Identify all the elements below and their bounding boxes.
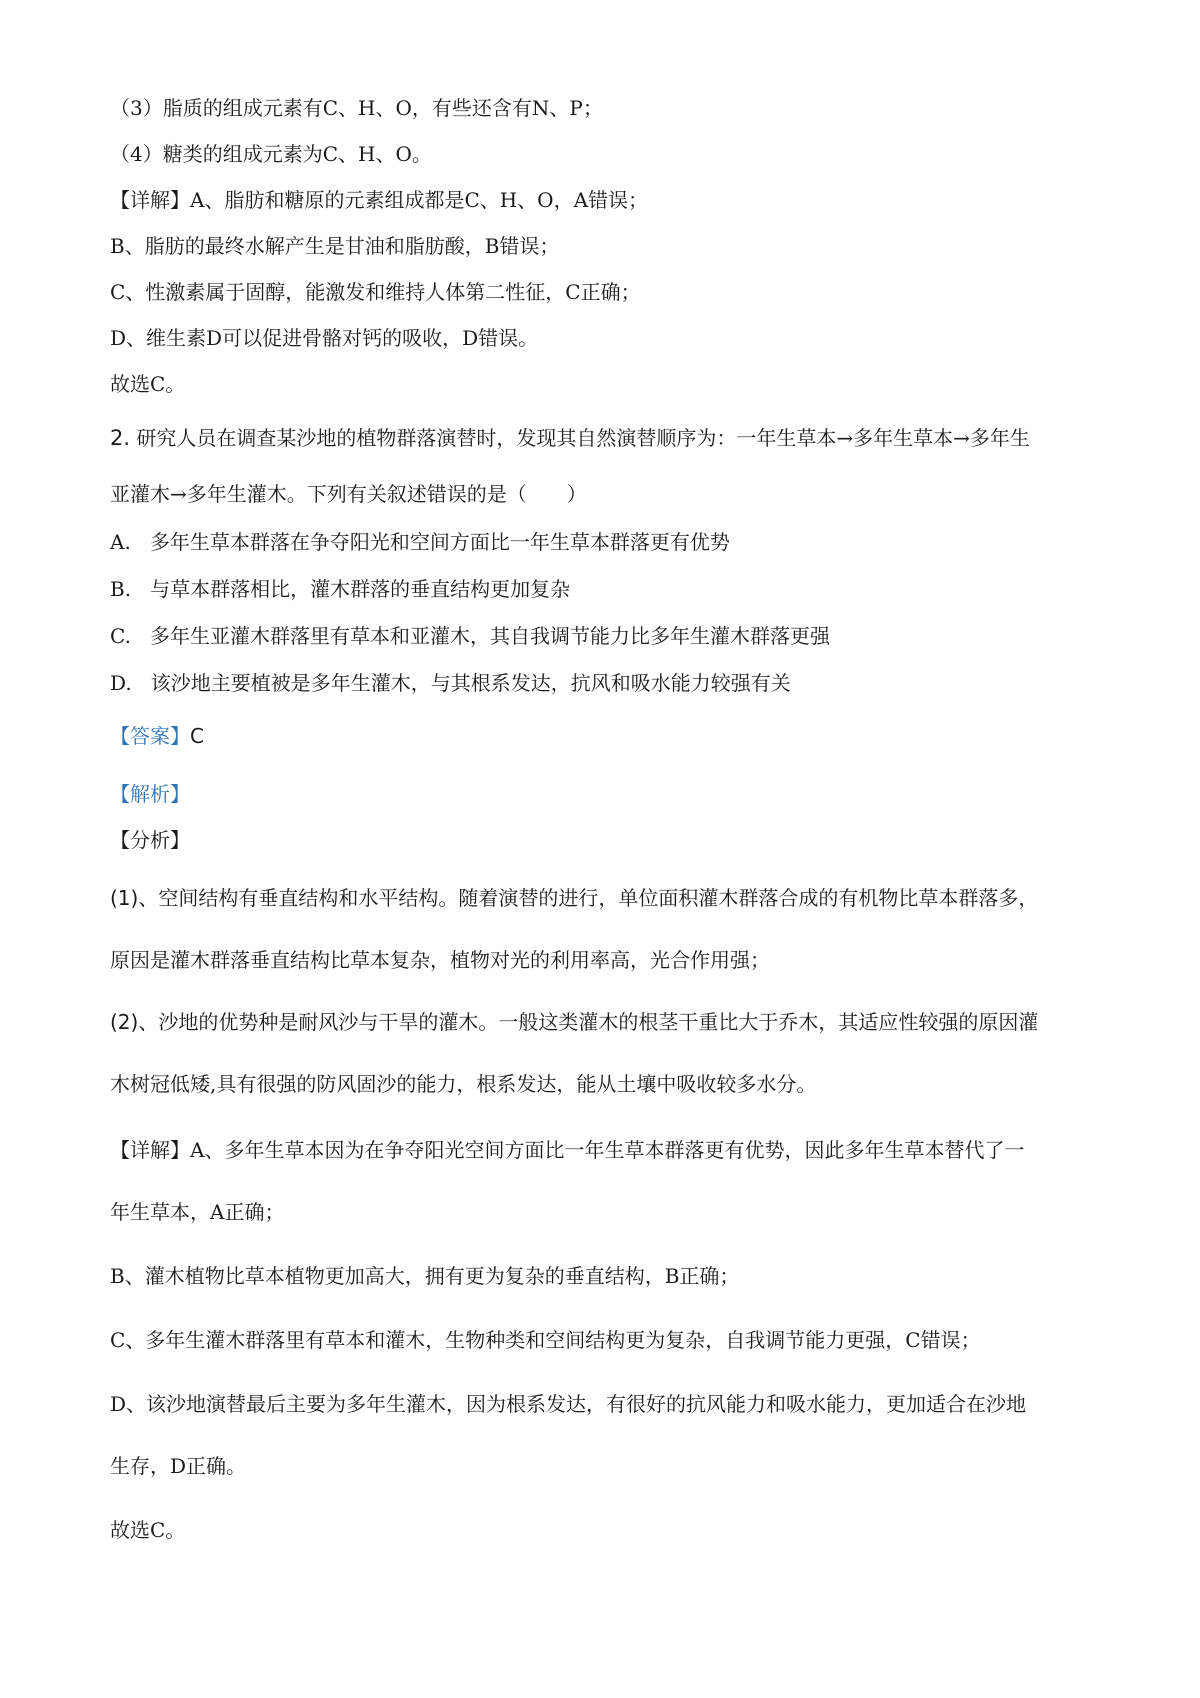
detail-c: C、多年生灌木群落里有草本和灌木，生物种类和空间结构更为复杂，自我调节能力更强，C错误； (110, 1328, 981, 1352)
fenxi-1-number: (1) (110, 886, 139, 910)
prev-detail-b: B、脂肪的最终水解产生是甘油和脂肪酸，B错误； (110, 234, 560, 258)
conclusion: 故选C。 (110, 1518, 186, 1542)
fenxi-1-text: 、空间结构有垂直结构和水平结构。随着演替的进行，单位面积灌木群落合成的有机物比草本群落多， (138, 886, 1039, 910)
option-letter: D. (110, 671, 132, 695)
option-letter: B. (110, 577, 132, 601)
option-text: 该沙地主要植被是多年生灌木，与其根系发达，抗风和吸水能力较强有关 (150, 671, 791, 695)
fenxi-2-line-1 (110, 1008, 1110, 1036)
detail-a-line-2: 年生草本，A正确； (110, 1200, 285, 1224)
prev-analysis-3: （3）脂质的组成元素有C、H、O，有些还含有N、P； (110, 96, 603, 120)
fenxi-2-number: (2) (110, 1010, 139, 1034)
prev-analysis-4: （4）糖类的组成元素为C、H、O。 (110, 142, 432, 166)
option-letter: A. (110, 530, 131, 554)
question-number: 2. (110, 426, 131, 450)
option-text: 多年生草本群落在争夺阳光和空间方面比一年生草本群落更有优势 (149, 530, 730, 554)
prev-detail-c: C、性激素属于固醇，能激发和维持人体第二性征，C正确； (110, 280, 641, 304)
detail-a-text: A、多年生草本因为在争夺阳光空间方面比一年生草本群落更有优势，因此多年生草本替代了一 (190, 1138, 1025, 1162)
prev-conclusion: 故选C。 (110, 372, 186, 396)
fenxi-2-text: 、沙地的优势种是耐风沙与干旱的灌木。一般这类灌木的根茎干重比大于乔木，其适应性较强的原因灌 (138, 1010, 1039, 1034)
question-stem-line-2: 亚灌木→多年生灌木。下列有关叙述错误的是（ ） (110, 482, 587, 506)
option-b (110, 575, 1110, 603)
detail-d-line-2: 生存，D正确。 (110, 1454, 247, 1478)
prev-detail-d: D、维生素D可以促进骨骼对钙的吸收，D错误。 (110, 326, 539, 350)
option-d (110, 669, 1110, 697)
option-text: 与草本群落相比，灌木群落的垂直结构更加复杂 (150, 577, 571, 601)
analysis-label: 【解析】 (110, 782, 190, 806)
option-a (110, 528, 1110, 556)
fenxi-2-line-2: 木树冠低矮,具有很强的防风固沙的能力，根系发达，能从土壤中吸收较多水分。 (110, 1072, 817, 1096)
detail-a-line-1 (110, 1136, 1110, 1164)
question-stem-text: 研究人员在调查某沙地的植物群落演替时，发现其自然演替顺序为：一年生草本→多年生草本→多年生 (136, 426, 1030, 450)
answer-line (110, 722, 1110, 750)
detail-d-line-1: D、该沙地演替最后主要为多年生灌木，因为根系发达，有很好的抗风能力和吸水能力，更加适合在沙地 (110, 1392, 1027, 1416)
prev-detail-a: 【详解】A、脂肪和糖原的元素组成都是C、H、O，A错误； (110, 188, 649, 212)
option-letter: C. (110, 624, 131, 648)
option-text: 多年生亚灌木群落里有草本和亚灌木，其自我调节能力比多年生灌木群落更强 (150, 624, 831, 648)
question-stem-line-1 (110, 424, 1110, 452)
fenxi-label: 【分析】 (110, 828, 190, 852)
fenxi-1-line-1 (110, 884, 1110, 912)
detail-label: 【详解】 (110, 1138, 190, 1162)
answer-label: 【答案】 (110, 724, 190, 748)
option-c (110, 622, 1110, 650)
answer-value: C (190, 724, 204, 748)
detail-b: B、灌木植物比草本植物更加高大，拥有更为复杂的垂直结构，B正确； (110, 1264, 740, 1288)
fenxi-1-line-2: 原因是灌木群落垂直结构比草本复杂，植物对光的利用率高，光合作用强； (110, 948, 770, 972)
